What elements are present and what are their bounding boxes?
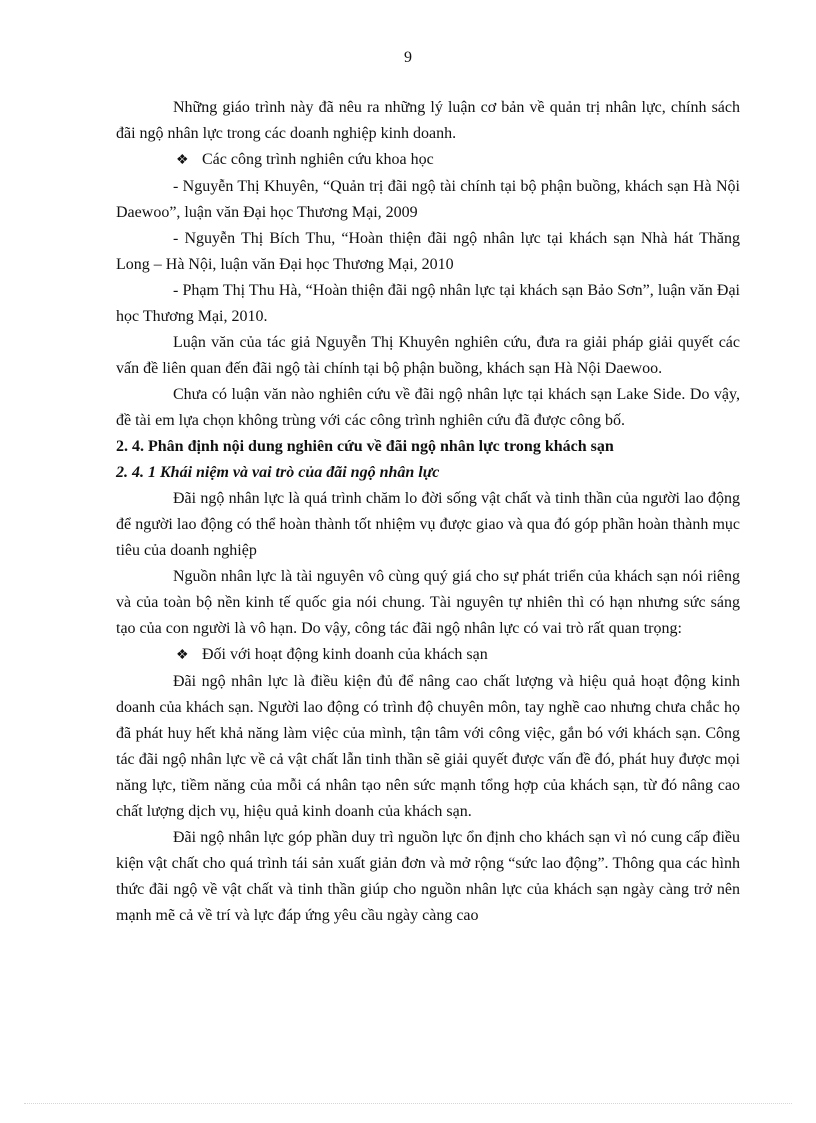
bullet-business-activity: [116, 642, 740, 669]
paragraph-human-resources: Nguồn nhân lực là tài nguyên vô cùng quý giá cho sự phát triển của khách sạn nói riêng và của toàn bộ nền kinh tế quốc gia nói chung. Tài nguyên tự nhiên thì có hạn nhưng sức sáng tạo của con người là vô hạn. Do vậy, công tác đãi ngộ nhân lực có vai trò rất quan trọng:: [116, 568, 740, 637]
document-body: [116, 95, 740, 929]
bullet-research-works: [116, 147, 740, 174]
paragraph-thesis-khuyen: Luận văn của tác giả Nguyễn Thị Khuyên nghiên cứu, đưa ra giải pháp giải quyết các vấn đề liên quan đến đãi ngộ tài chính tại bộ phận buồng, khách sạn Hà Nội Daewoo.: [116, 334, 740, 377]
paragraph-no-thesis: Chưa có luận văn nào nghiên cứu về đãi ngộ nhân lực tại khách sạn Lake Side. Do vậy, đề tài em lựa chọn không trùng với các công trình nghiên cứu đã được công bố.: [116, 386, 740, 429]
bullet-label: Các công trình nghiên cứu khoa học: [202, 151, 434, 168]
subsection-heading-2-4-1: 2. 4. 1 Khái niệm và vai trò của đãi ngộ nhân lực: [116, 464, 440, 481]
diamond-bullet-icon: ❖: [176, 153, 189, 168]
bullet-label: Đối với hoạt động kinh doanh của khách sạn: [202, 646, 488, 663]
page-number: 9: [404, 49, 412, 66]
section-heading-2-4: 2. 4. Phân định nội dung nghiên cứu về đãi ngộ nhân lực trong khách sạn: [116, 438, 614, 455]
reference-3: - Phạm Thị Thu Hà, “Hoàn thiện đãi ngộ nhân lực tại khách sạn Bảo Sơn”, luận văn Đại học Thương Mại, 2010.: [116, 282, 740, 325]
reference-1: - Nguyễn Thị Khuyên, “Quản trị đãi ngộ tài chính tại bộ phận buồng, khách sạn Hà Nội Daewoo”, luận văn Đại học Thương Mại, 2009: [116, 178, 740, 221]
footer-divider: [24, 1103, 792, 1104]
paragraph-textbooks: Những giáo trình này đã nêu ra những lý luận cơ bản về quản trị nhân lực, chính sách đãi ngộ nhân lực trong các doanh nghiệp kinh doanh.: [116, 99, 740, 142]
paragraph-definition: Đãi ngộ nhân lực là quá trình chăm lo đời sống vật chất và tinh thần của người lao động để người lao động có thể hoàn thành tốt nhiệm vụ được giao và qua đó góp phần hoàn thành mục tiêu của doanh nghiệp: [116, 490, 740, 559]
paragraph-stable-resources: Đãi ngộ nhân lực góp phần duy trì nguồn lực ổn định cho khách sạn vì nó cung cấp điều kiện vật chất cho quá trình tái sản xuất giản đơn và mở rộng “sức lao động”. Thông qua các hình thức đãi ngộ về vật chất và tinh thần giúp cho nguồn nhân lực của khách sạn ngày càng trở nên mạnh mẽ cả về trí và lực đáp ứng yêu cầu ngày càng cao: [116, 829, 740, 924]
diamond-bullet-icon: ❖: [176, 648, 189, 663]
paragraph-sufficient-condition: Đãi ngộ nhân lực là điều kiện đủ để nâng cao chất lượng và hiệu quả hoạt động kinh doanh của khách sạn. Người lao động có trình độ chuyên môn, tay nghề cao nhưng chưa chắc họ đã phát huy hết khả năng làm việc của mình, tận tâm với công việc, gắn bó với khách sạn. Công tác đãi ngộ nhân lực về cả vật chất lẫn tinh thần sẽ giải quyết được vấn đề đó, phát huy được mọi năng lực, tiềm năng của mỗi cá nhân tạo nên sức mạnh tổng hợp của khách sạn, từ đó nâng cao chất lượng dịch vụ, hiệu quả kinh doanh của khách sạn.: [116, 673, 740, 820]
reference-2: - Nguyễn Thị Bích Thu, “Hoàn thiện đãi ngộ nhân lực tại khách sạn Nhà hát Thăng Long – Hà Nội, luận văn Đại học Thương Mại, 2010: [116, 230, 740, 273]
